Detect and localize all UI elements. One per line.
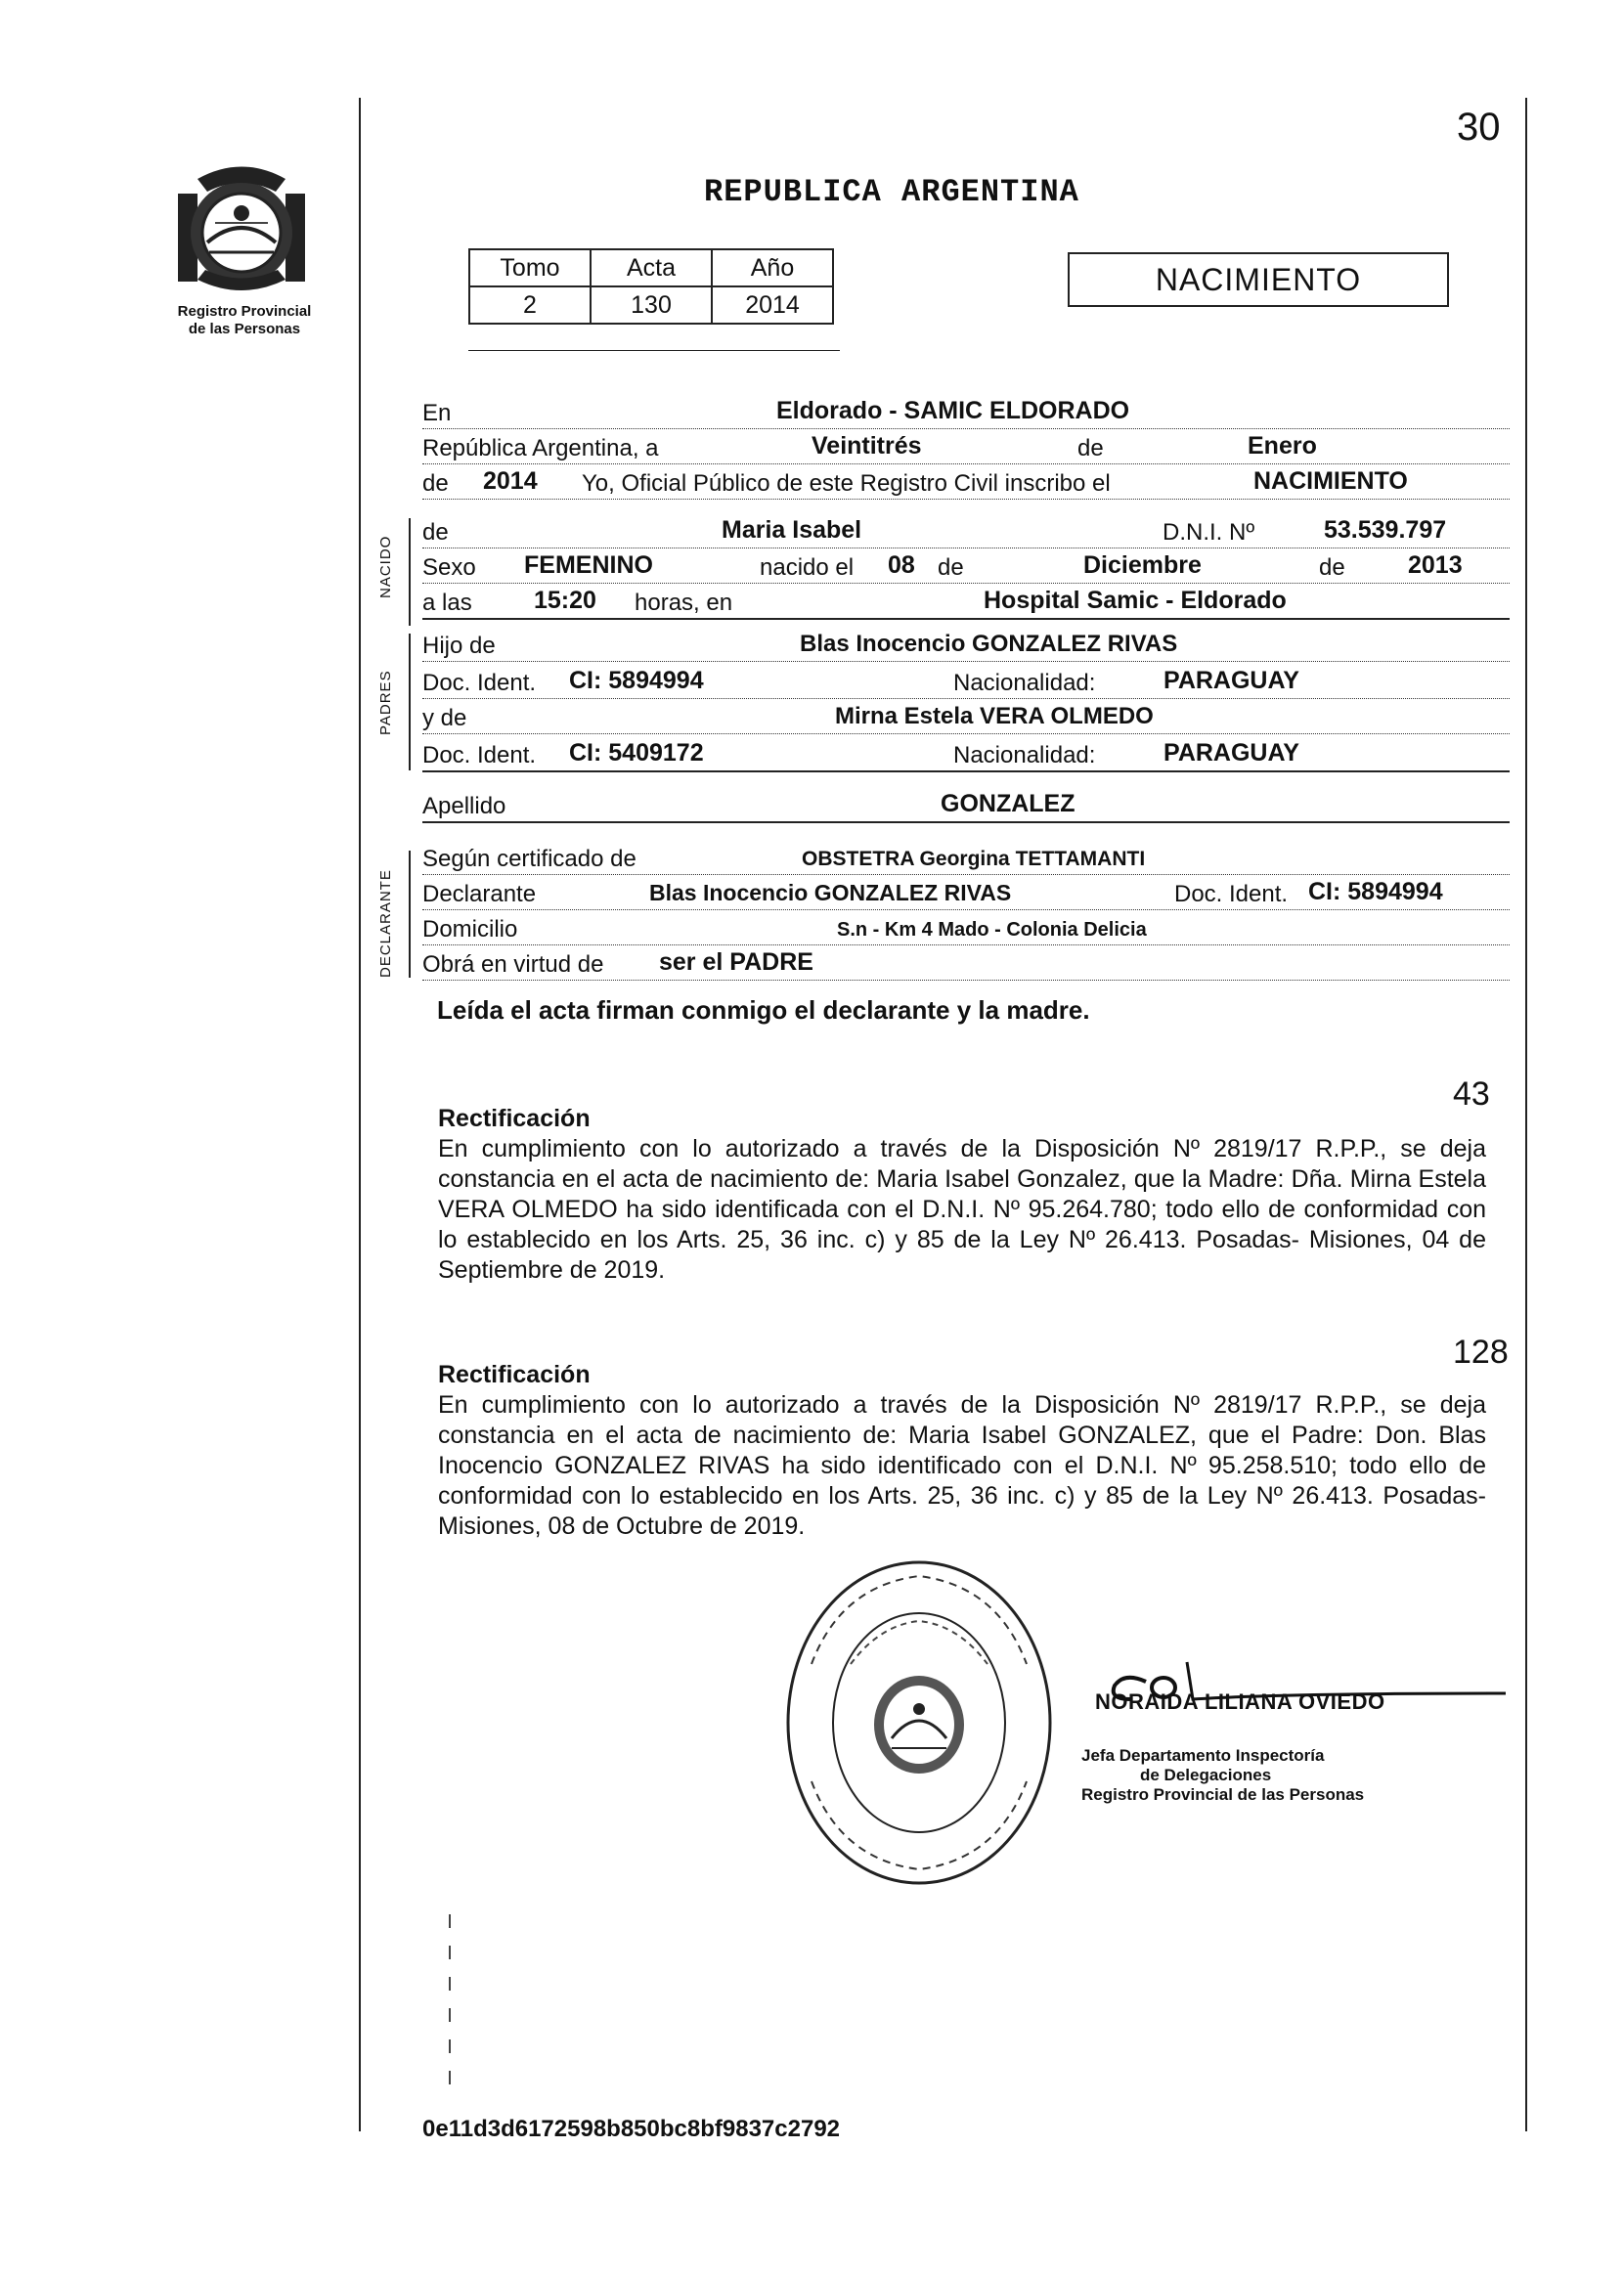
label-certificado: Según certificado de bbox=[422, 846, 639, 873]
left-margin-line bbox=[359, 98, 361, 2131]
row-madre bbox=[422, 700, 1510, 734]
closing-statement: Leída el acta firman conmigo el declarante y la madre. bbox=[437, 995, 1090, 1025]
value-padre-doc: CI: 5894994 bbox=[569, 667, 704, 694]
label-nacido: nacido el bbox=[757, 554, 856, 582]
value-padre-nacionalidad: PARAGUAY bbox=[1163, 667, 1299, 694]
value-nacido-anio: 2013 bbox=[1408, 551, 1463, 579]
value-madre-doc: CI: 5409172 bbox=[569, 739, 704, 767]
row-certificado bbox=[422, 841, 1510, 875]
tick-mark bbox=[449, 1914, 451, 1928]
value-mes: Enero bbox=[1248, 432, 1317, 460]
signatory-titles bbox=[1081, 1746, 1531, 1805]
tick-mark bbox=[449, 1977, 451, 1991]
value-apellido: GONZALEZ bbox=[941, 790, 1075, 817]
label-hora: a las bbox=[422, 590, 475, 617]
logo-caption-line2: de las Personas bbox=[188, 321, 301, 337]
row-sexo bbox=[422, 549, 1510, 584]
row-domicilio bbox=[422, 911, 1510, 945]
value-dni: 53.539.797 bbox=[1324, 516, 1447, 544]
value-sexo: FEMENINO bbox=[524, 551, 653, 579]
value-declarante-doc: CI: 5894994 bbox=[1308, 878, 1443, 905]
right-margin-line bbox=[1525, 98, 1527, 2131]
note-number-2: 128 bbox=[1453, 1334, 1509, 1371]
row-padre-doc bbox=[422, 665, 1510, 699]
label-inscribo: Yo, Oficial Público de este Registro Civil inscribo el bbox=[579, 470, 1114, 498]
row-virtud bbox=[422, 946, 1510, 981]
header-acta: Acta bbox=[591, 249, 712, 286]
label-declarante-doc: Doc. Ident. bbox=[1171, 881, 1291, 908]
logo-caption-line1: Registro Provincial bbox=[177, 303, 312, 320]
label-sexo: Sexo bbox=[422, 554, 479, 582]
label-nombre: de bbox=[422, 519, 452, 547]
value-lugar: Hospital Samic - Eldorado bbox=[984, 587, 1287, 614]
value-anio: 2014 bbox=[712, 286, 833, 324]
row-en bbox=[422, 395, 1510, 429]
signatory-name: NORAIDA LILIANA OVIEDO bbox=[1095, 1689, 1385, 1714]
label-republica: República Argentina, a bbox=[422, 435, 662, 462]
label-yde: y de bbox=[422, 705, 469, 732]
row-declarante bbox=[422, 876, 1510, 910]
value-certificado: OBSTETRA Georgina TETTAMANTI bbox=[802, 848, 1146, 870]
note-number-1: 43 bbox=[1453, 1075, 1490, 1113]
label-de-mes: de bbox=[1077, 435, 1107, 462]
row-apellido bbox=[422, 788, 1510, 823]
signatory-title-1: Jefa Departamento Inspectoría bbox=[1081, 1746, 1325, 1765]
label-horas-en: horas, en bbox=[632, 590, 735, 617]
value-en: Eldorado - SAMIC ELDORADO bbox=[776, 397, 1130, 424]
section-declarante: DECLARANTE bbox=[377, 869, 394, 978]
note-title-1: Rectificación bbox=[438, 1105, 591, 1132]
label-madre-nacionalidad: Nacionalidad: bbox=[950, 742, 1098, 769]
record-table bbox=[468, 248, 834, 325]
page-number: 30 bbox=[1457, 106, 1501, 149]
value-domicilio: S.n - Km 4 Mado - Colonia Delicia bbox=[837, 919, 1147, 941]
row-republica bbox=[422, 430, 1510, 464]
label-en: En bbox=[422, 400, 454, 427]
section-nacido: NACIDO bbox=[377, 535, 394, 598]
tick-mark bbox=[449, 2008, 451, 2022]
value-nacido-dia: 08 bbox=[888, 551, 915, 579]
label-apellido: Apellido bbox=[422, 793, 508, 820]
padres-bar bbox=[409, 634, 411, 770]
label-hijo: Hijo de bbox=[422, 633, 499, 660]
header-anio: Año bbox=[712, 249, 833, 286]
coat-of-arms-icon bbox=[168, 154, 315, 301]
table-underline bbox=[468, 350, 840, 351]
row-nombre bbox=[422, 514, 1510, 548]
value-virtud: ser el PADRE bbox=[659, 948, 813, 976]
label-virtud: Obrá en virtud de bbox=[422, 951, 606, 979]
value-nombre: Maria Isabel bbox=[722, 516, 862, 544]
label-nacido-de1: de bbox=[935, 554, 967, 582]
label-declarante: Declarante bbox=[422, 881, 539, 908]
row-hora bbox=[422, 585, 1510, 620]
logo-caption bbox=[156, 303, 332, 338]
row-inscribo bbox=[422, 465, 1510, 500]
note-title-2: Rectificación bbox=[438, 1361, 591, 1388]
value-inscribo: NACIMIENTO bbox=[1253, 467, 1408, 495]
value-hora: 15:20 bbox=[534, 587, 596, 614]
note-text-1: En cumplimiento con lo autorizado a través de la Disposición Nº 2819/17 R.P.P., se deja constancia en el acta de nacimiento de: Maria Isabel Gonzalez, que la Madre: Dña. Mirna Estela VERA OLMEDO ha sido identificada con el D.N.I. Nº 95.264.780; todo ello de conformidad con lo establecido en los Arts. 25, 36 inc. c) y 85 de la Ley Nº 26.413. Posadas- Misiones, 04 de Septiembre de 2019. bbox=[438, 1135, 1486, 1284]
declarante-bar bbox=[409, 851, 411, 978]
document-hash: 0e11d3d6172598b850bc8bf9837c2792 bbox=[422, 2116, 841, 2142]
tick-mark bbox=[449, 2039, 451, 2053]
tick-mark bbox=[449, 2071, 451, 2084]
label-nacido-de2: de bbox=[1316, 554, 1348, 582]
value-nacido-mes: Diciembre bbox=[1083, 551, 1202, 579]
value-anio: 2014 bbox=[483, 467, 538, 495]
record-kind-box: NACIMIENTO bbox=[1068, 252, 1449, 307]
label-padre-nacionalidad: Nacionalidad: bbox=[950, 670, 1098, 697]
note-text-2: En cumplimiento con lo autorizado a través de la Disposición Nº 2819/17 R.P.P., se deja constancia en el acta de nacimiento de: Maria Isabel GONZALEZ, que el Padre: Don. Blas Inocencio GONZALEZ RIVAS ha sido identificado con el D.N.I. Nº 95.258.510; todo ello de conformidad con lo establecido en los Arts. 25, 36 inc. c) y 85 de la Ley Nº 26.413. Posadas- Misiones, 08 de Octubre de 2019. bbox=[438, 1391, 1486, 1540]
nacido-bar bbox=[409, 518, 411, 626]
value-madre: Mirna Estela VERA OLMEDO bbox=[835, 703, 1154, 729]
section-padres: PADRES bbox=[377, 670, 394, 735]
value-tomo: 2 bbox=[469, 286, 591, 324]
value-acta: 130 bbox=[591, 286, 712, 324]
label-domicilio: Domicilio bbox=[422, 916, 520, 943]
value-madre-nacionalidad: PARAGUAY bbox=[1163, 739, 1299, 767]
label-padre-doc: Doc. Ident. bbox=[422, 670, 539, 697]
label-dni: D.N.I. Nº bbox=[1160, 519, 1257, 547]
tick-mark bbox=[449, 1946, 451, 1959]
signatory-title-3: Registro Provincial de las Personas bbox=[1081, 1785, 1365, 1804]
value-declarante: Blas Inocencio GONZALEZ RIVAS bbox=[649, 880, 1012, 905]
country-title: REPUBLICA ARGENTINA bbox=[704, 174, 1079, 210]
label-madre-doc: Doc. Ident. bbox=[422, 742, 539, 769]
row-hijo bbox=[422, 628, 1510, 662]
header-tomo: Tomo bbox=[469, 249, 591, 286]
value-dia: Veintitrés bbox=[812, 432, 922, 460]
label-anio-prefix: de bbox=[422, 470, 452, 498]
row-madre-doc bbox=[422, 737, 1510, 772]
value-padre: Blas Inocencio GONZALEZ RIVAS bbox=[800, 631, 1178, 657]
official-seal-icon bbox=[782, 1556, 1056, 1889]
signatory-title-2: de Delegaciones bbox=[1140, 1766, 1272, 1784]
